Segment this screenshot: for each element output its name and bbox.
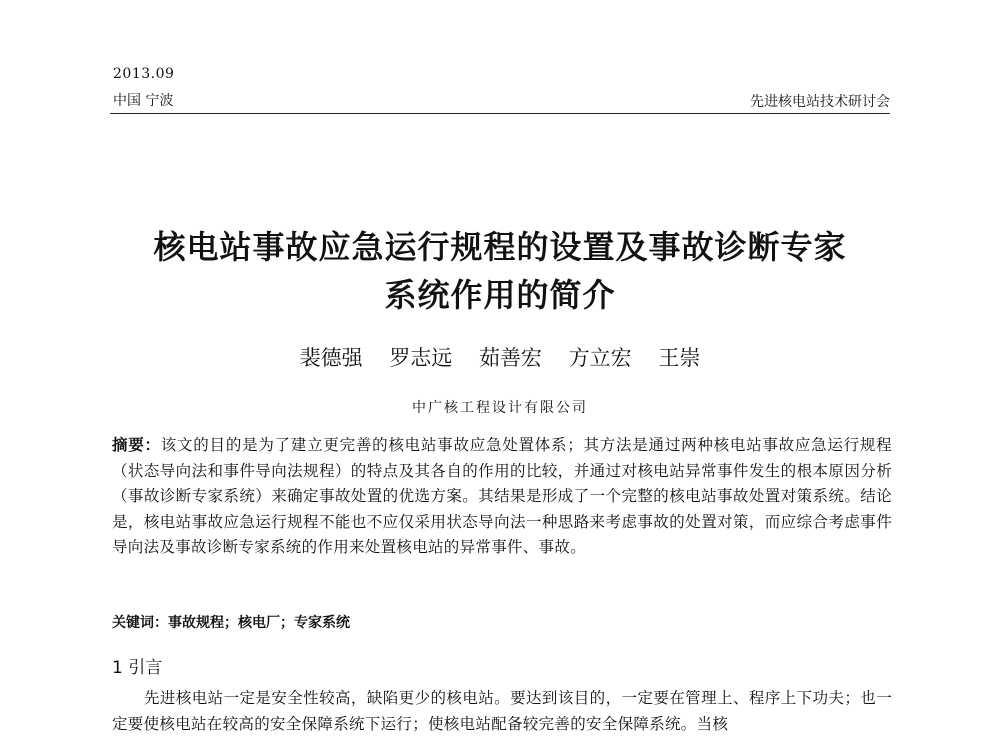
paper-title-line-2: 系统作用的简介 [384,276,616,314]
keywords-label: 关键词： [112,615,168,631]
author: 罗志远 [389,346,453,370]
affiliation: 中广核工程设计有限公司 [412,400,588,416]
author: 王崇 [658,346,701,370]
abstract [112,432,892,561]
keywords-text: 事故规程；核电厂；专家系统 [168,615,350,631]
author: 茹善宏 [479,346,542,370]
header-date: 2013.09 [113,66,175,82]
header-place: 中国 宁波 [113,93,174,109]
header-rule [110,113,890,114]
author-list [100,342,900,372]
keywords [112,612,350,632]
author: 裴德强 [299,346,363,370]
section-body-text: 先进核电站一定是安全性较高，缺陷更少的核电站。要达到该目的，一定要在管理上、程序上下功夫；也一定要使核电站在较高的安全保障系统下运行；使核电站配备较完善的安全保障系统。当核 [112,689,892,733]
paper-title-line-1: 核电站事故应急运行规程的设置及事故诊断专家 [153,228,847,266]
header-conference: 先进核电站技术研讨会 [750,94,890,110]
abstract-text: 该文的目的是为了建立更完善的核电站事故应急处置体系；其方法是通过两种核电站事故应急运行规程（状态导向法和事件导向法规程）的特点及其各自的作用的比较，并通过对核电站异常事件发生的根本原因分析（事故诊断专家系统）来确定事故处置的优选方案。其结果是形成了一个完整的核电站事故处置对策系统。结论是，核电站事故应急运行规程不能也不应仅采用状态导向法一种思路来考虑事故的处置对策，而应综合考虑事件导向法及事故诊断专家系统的作用来处置核电站的异常事件、事故。 [112,436,892,557]
section-heading: 1 引言 [112,658,163,678]
abstract-label: 摘要： [112,435,161,454]
author: 方立宏 [568,346,632,370]
